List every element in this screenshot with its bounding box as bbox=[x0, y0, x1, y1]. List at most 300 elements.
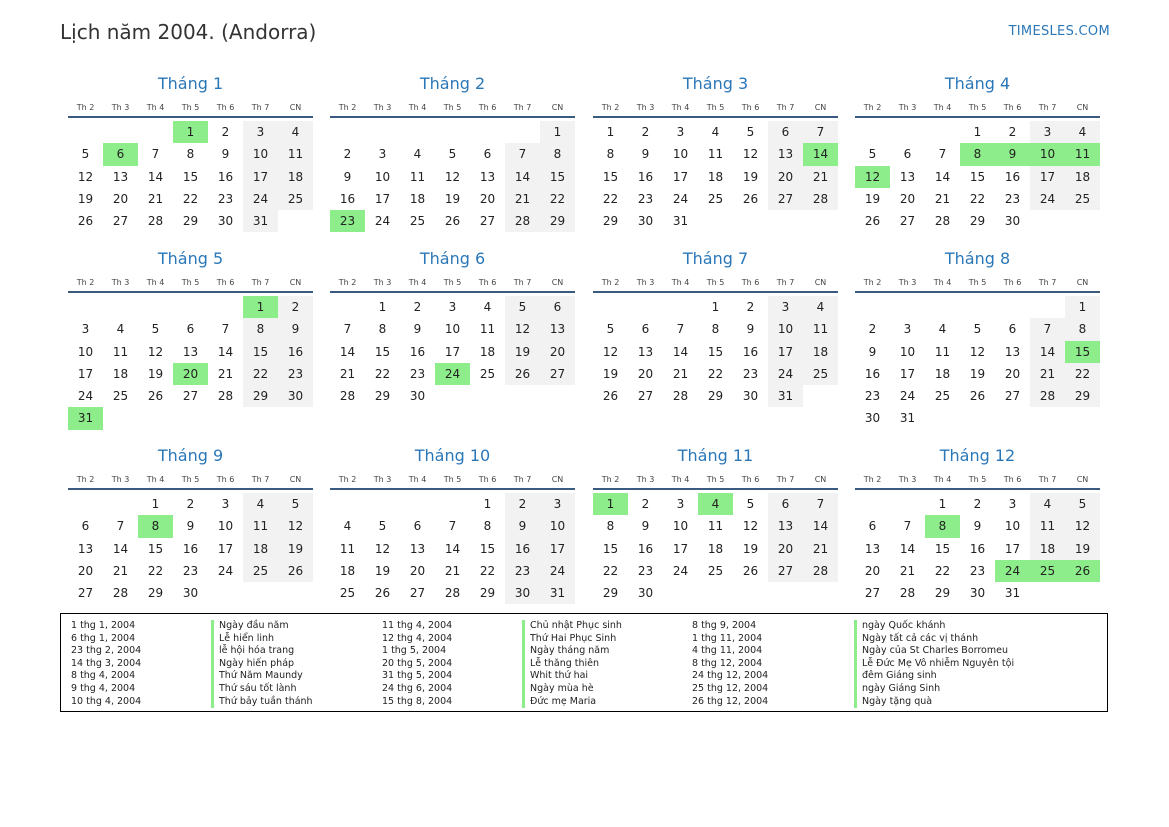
day-cell[interactable]: 3 bbox=[676, 125, 685, 139]
day-cell[interactable]: 13 bbox=[540, 318, 575, 340]
day-cell[interactable]: 24 bbox=[672, 191, 689, 206]
day-cell[interactable]: 4 bbox=[413, 147, 422, 162]
day-cell[interactable]: 3 bbox=[1008, 497, 1017, 511]
day-cell[interactable]: 23 bbox=[409, 366, 426, 381]
day-cell[interactable]: 30 bbox=[505, 582, 540, 604]
day-cell[interactable]: 15 bbox=[602, 169, 619, 184]
day-cell[interactable]: 22 bbox=[479, 563, 496, 578]
day-cell[interactable]: 18 bbox=[803, 341, 838, 363]
day-cell[interactable]: 8 bbox=[483, 519, 492, 534]
day-cell[interactable]: 17 bbox=[540, 538, 575, 560]
day-cell[interactable]: 18 bbox=[479, 344, 496, 359]
day-cell[interactable]: 26 bbox=[147, 389, 164, 404]
day-cell[interactable]: 7 bbox=[803, 493, 838, 515]
day-cell[interactable]: 27 bbox=[182, 389, 199, 404]
day-cell[interactable]: 16 bbox=[742, 344, 759, 359]
day-cell[interactable]: 15 bbox=[182, 169, 199, 184]
day-cell[interactable]: 10 bbox=[768, 318, 803, 340]
day-cell[interactable]: 13 bbox=[182, 344, 199, 359]
day-cell[interactable]: 24 bbox=[243, 188, 278, 210]
day-cell[interactable]: 27 bbox=[409, 586, 426, 601]
day-cell[interactable]: 6 bbox=[81, 519, 90, 534]
day-cell[interactable]: 14 bbox=[147, 169, 164, 184]
day-cell[interactable]: 3 bbox=[903, 322, 912, 337]
day-cell[interactable]: 24 bbox=[768, 363, 803, 385]
day-cell[interactable]: 5 bbox=[1065, 493, 1100, 515]
day-cell[interactable]: 26 bbox=[278, 560, 313, 582]
day-cell[interactable]: 14 bbox=[803, 143, 838, 165]
day-cell[interactable]: 1 bbox=[973, 125, 982, 139]
day-cell[interactable]: 15 bbox=[540, 166, 575, 188]
day-cell[interactable]: 16 bbox=[217, 169, 234, 184]
day-cell[interactable]: 21 bbox=[934, 191, 951, 206]
day-cell[interactable]: 2 bbox=[641, 125, 650, 139]
day-cell[interactable]: 18 bbox=[243, 538, 278, 560]
day-cell[interactable]: 29 bbox=[243, 385, 278, 407]
day-cell[interactable]: 22 bbox=[147, 563, 164, 578]
day-cell[interactable]: 25 bbox=[479, 366, 496, 381]
day-cell[interactable]: 9 bbox=[278, 318, 313, 340]
day-cell[interactable]: 18 bbox=[707, 541, 724, 556]
day-cell[interactable]: 11 bbox=[112, 344, 129, 359]
day-cell[interactable]: 18 bbox=[707, 169, 724, 184]
day-cell[interactable]: 6 bbox=[768, 493, 803, 515]
day-cell[interactable]: 1 bbox=[540, 121, 575, 143]
day-cell[interactable]: 5 bbox=[505, 296, 540, 318]
day-cell[interactable]: 15 bbox=[602, 541, 619, 556]
day-cell[interactable]: 31 bbox=[672, 214, 689, 229]
day-cell[interactable]: 2 bbox=[868, 322, 877, 337]
day-cell[interactable]: 28 bbox=[1030, 385, 1065, 407]
day-cell[interactable]: 13 bbox=[768, 515, 803, 537]
day-cell[interactable]: 13 bbox=[768, 143, 803, 165]
day-cell[interactable]: 26 bbox=[505, 363, 540, 385]
day-cell[interactable]: 24 bbox=[899, 389, 916, 404]
day-cell[interactable]: 20 bbox=[768, 166, 803, 188]
day-cell[interactable]: 26 bbox=[969, 389, 986, 404]
day-cell[interactable]: 25 bbox=[1065, 188, 1100, 210]
day-cell[interactable]: 18 bbox=[1030, 538, 1065, 560]
day-cell[interactable]: 10 bbox=[243, 143, 278, 165]
day-cell[interactable]: 15 bbox=[374, 344, 391, 359]
day-cell[interactable]: 22 bbox=[243, 363, 278, 385]
day-cell[interactable]: 23 bbox=[969, 563, 986, 578]
day-cell[interactable]: 9 bbox=[641, 519, 650, 534]
day-cell[interactable]: 22 bbox=[1065, 363, 1100, 385]
day-cell[interactable]: 24 bbox=[217, 563, 234, 578]
day-cell[interactable]: 12 bbox=[602, 344, 619, 359]
day-cell[interactable]: 27 bbox=[864, 586, 881, 601]
day-cell[interactable]: 20 bbox=[173, 363, 208, 385]
day-cell[interactable]: 23 bbox=[217, 191, 234, 206]
day-cell[interactable]: 27 bbox=[768, 188, 803, 210]
day-cell[interactable]: 17 bbox=[672, 541, 689, 556]
day-cell[interactable]: 31 bbox=[1004, 586, 1021, 601]
day-cell[interactable]: 2 bbox=[973, 497, 982, 511]
day-cell[interactable]: 22 bbox=[602, 191, 619, 206]
day-cell[interactable]: 19 bbox=[742, 169, 759, 184]
day-cell[interactable]: 9 bbox=[973, 519, 982, 534]
day-cell[interactable]: 3 bbox=[448, 300, 457, 314]
day-cell[interactable]: 17 bbox=[1030, 166, 1065, 188]
day-cell[interactable]: 30 bbox=[182, 586, 199, 601]
day-cell[interactable]: 24 bbox=[995, 560, 1030, 582]
day-cell[interactable]: 15 bbox=[934, 541, 951, 556]
day-cell[interactable]: 13 bbox=[479, 169, 496, 184]
day-cell[interactable]: 28 bbox=[444, 586, 461, 601]
day-cell[interactable]: 27 bbox=[112, 214, 129, 229]
day-cell[interactable]: 16 bbox=[637, 169, 654, 184]
day-cell[interactable]: 6 bbox=[868, 519, 877, 534]
day-cell[interactable]: 20 bbox=[77, 563, 94, 578]
day-cell[interactable]: 12 bbox=[444, 169, 461, 184]
day-cell[interactable]: 21 bbox=[672, 366, 689, 381]
day-cell[interactable]: 12 bbox=[742, 147, 759, 162]
day-cell[interactable]: 28 bbox=[934, 214, 951, 229]
day-cell[interactable]: 5 bbox=[151, 322, 160, 337]
day-cell[interactable]: 14 bbox=[217, 344, 234, 359]
day-cell[interactable]: 9 bbox=[641, 147, 650, 162]
day-cell[interactable]: 14 bbox=[1030, 341, 1065, 363]
day-cell[interactable]: 23 bbox=[637, 563, 654, 578]
day-cell[interactable]: 22 bbox=[934, 563, 951, 578]
day-cell[interactable]: 1 bbox=[378, 300, 387, 314]
day-cell[interactable]: 26 bbox=[1065, 560, 1100, 582]
day-cell[interactable]: 3 bbox=[768, 296, 803, 318]
day-cell[interactable]: 18 bbox=[278, 166, 313, 188]
day-cell[interactable]: 14 bbox=[112, 541, 129, 556]
day-cell[interactable]: 23 bbox=[742, 366, 759, 381]
day-cell[interactable]: 13 bbox=[112, 169, 129, 184]
day-cell[interactable]: 24 bbox=[435, 363, 470, 385]
day-cell[interactable]: 28 bbox=[147, 214, 164, 229]
day-cell[interactable]: 15 bbox=[479, 541, 496, 556]
day-cell[interactable]: 11 bbox=[803, 318, 838, 340]
day-cell[interactable]: 28 bbox=[112, 586, 129, 601]
day-cell[interactable]: 5 bbox=[448, 147, 457, 162]
day-cell[interactable]: 10 bbox=[899, 344, 916, 359]
day-cell[interactable]: 24 bbox=[540, 560, 575, 582]
day-cell[interactable]: 4 bbox=[1065, 121, 1100, 143]
day-cell[interactable]: 8 bbox=[960, 143, 995, 165]
day-cell[interactable]: 11 bbox=[243, 515, 278, 537]
day-cell[interactable]: 4 bbox=[116, 322, 125, 337]
day-cell[interactable]: 10 bbox=[374, 169, 391, 184]
day-cell[interactable]: 10 bbox=[217, 519, 234, 534]
day-cell[interactable]: 31 bbox=[68, 407, 103, 429]
day-cell[interactable]: 12 bbox=[77, 169, 94, 184]
day-cell[interactable]: 24 bbox=[672, 563, 689, 578]
day-cell[interactable]: 1 bbox=[606, 125, 615, 139]
day-cell[interactable]: 13 bbox=[864, 541, 881, 556]
day-cell[interactable]: 11 bbox=[409, 169, 426, 184]
day-cell[interactable]: 15 bbox=[243, 341, 278, 363]
day-cell[interactable]: 5 bbox=[378, 519, 387, 534]
day-cell[interactable]: 23 bbox=[182, 563, 199, 578]
day-cell[interactable]: 17 bbox=[899, 366, 916, 381]
day-cell[interactable]: 8 bbox=[243, 318, 278, 340]
day-cell[interactable]: 14 bbox=[444, 541, 461, 556]
day-cell[interactable]: 17 bbox=[243, 166, 278, 188]
day-cell[interactable]: 5 bbox=[746, 497, 755, 511]
day-cell[interactable]: 10 bbox=[1030, 143, 1065, 165]
day-cell[interactable]: 16 bbox=[339, 191, 356, 206]
day-cell[interactable]: 24 bbox=[1030, 188, 1065, 210]
day-cell[interactable]: 16 bbox=[637, 541, 654, 556]
day-cell[interactable]: 27 bbox=[1004, 389, 1021, 404]
day-cell[interactable]: 30 bbox=[217, 214, 234, 229]
day-cell[interactable]: 29 bbox=[374, 389, 391, 404]
day-cell[interactable]: 19 bbox=[505, 341, 540, 363]
day-cell[interactable]: 8 bbox=[186, 147, 195, 162]
day-cell[interactable]: 8 bbox=[606, 147, 615, 162]
day-cell[interactable]: 3 bbox=[378, 147, 387, 162]
day-cell[interactable]: 7 bbox=[903, 519, 912, 534]
day-cell[interactable]: 16 bbox=[1004, 169, 1021, 184]
day-cell[interactable]: 21 bbox=[112, 563, 129, 578]
day-cell[interactable]: 3 bbox=[1030, 121, 1065, 143]
day-cell[interactable]: 20 bbox=[540, 341, 575, 363]
day-cell[interactable]: 6 bbox=[103, 143, 138, 165]
day-cell[interactable]: 30 bbox=[409, 389, 426, 404]
day-cell[interactable]: 27 bbox=[637, 389, 654, 404]
day-cell[interactable]: 26 bbox=[864, 214, 881, 229]
day-cell[interactable]: 26 bbox=[77, 214, 94, 229]
day-cell[interactable]: 2 bbox=[343, 147, 352, 162]
day-cell[interactable]: 2 bbox=[1008, 125, 1017, 139]
day-cell[interactable]: 17 bbox=[768, 341, 803, 363]
day-cell[interactable]: 21 bbox=[803, 166, 838, 188]
day-cell[interactable]: 5 bbox=[278, 493, 313, 515]
day-cell[interactable]: 29 bbox=[602, 586, 619, 601]
day-cell[interactable]: 11 bbox=[707, 519, 724, 534]
day-cell[interactable]: 21 bbox=[147, 191, 164, 206]
day-cell[interactable]: 12 bbox=[1065, 515, 1100, 537]
day-cell[interactable]: 11 bbox=[479, 322, 496, 337]
day-cell[interactable]: 16 bbox=[505, 538, 540, 560]
day-cell[interactable]: 6 bbox=[1008, 322, 1017, 337]
day-cell[interactable]: 3 bbox=[540, 493, 575, 515]
day-cell[interactable]: 29 bbox=[1065, 385, 1100, 407]
day-cell[interactable]: 30 bbox=[864, 411, 881, 426]
day-cell[interactable]: 28 bbox=[803, 188, 838, 210]
brand-link[interactable]: TIMESLES.COM bbox=[1008, 24, 1110, 39]
day-cell[interactable]: 8 bbox=[378, 322, 387, 337]
day-cell[interactable]: 20 bbox=[409, 563, 426, 578]
day-cell[interactable]: 30 bbox=[637, 214, 654, 229]
day-cell[interactable]: 30 bbox=[742, 389, 759, 404]
day-cell[interactable]: 12 bbox=[742, 519, 759, 534]
day-cell[interactable]: 14 bbox=[803, 515, 838, 537]
day-cell[interactable]: 31 bbox=[899, 411, 916, 426]
day-cell[interactable]: 12 bbox=[147, 344, 164, 359]
day-cell[interactable]: 7 bbox=[505, 143, 540, 165]
day-cell[interactable]: 13 bbox=[409, 541, 426, 556]
day-cell[interactable]: 29 bbox=[147, 586, 164, 601]
day-cell[interactable]: 30 bbox=[278, 385, 313, 407]
day-cell[interactable]: 2 bbox=[746, 300, 755, 314]
day-cell[interactable]: 10 bbox=[1004, 519, 1021, 534]
day-cell[interactable]: 21 bbox=[444, 563, 461, 578]
day-cell[interactable]: 4 bbox=[343, 519, 352, 534]
day-cell[interactable]: 20 bbox=[1004, 366, 1021, 381]
day-cell[interactable]: 17 bbox=[672, 169, 689, 184]
day-cell[interactable]: 19 bbox=[374, 563, 391, 578]
day-cell[interactable]: 15 bbox=[1065, 341, 1100, 363]
day-cell[interactable]: 15 bbox=[969, 169, 986, 184]
day-cell[interactable]: 2 bbox=[221, 125, 230, 139]
day-cell[interactable]: 19 bbox=[1065, 538, 1100, 560]
day-cell[interactable]: 1 bbox=[593, 493, 628, 515]
day-cell[interactable]: 18 bbox=[409, 191, 426, 206]
day-cell[interactable]: 19 bbox=[602, 366, 619, 381]
day-cell[interactable]: 4 bbox=[278, 121, 313, 143]
day-cell[interactable]: 7 bbox=[1030, 318, 1065, 340]
day-cell[interactable]: 10 bbox=[77, 344, 94, 359]
day-cell[interactable]: 15 bbox=[707, 344, 724, 359]
day-cell[interactable]: 25 bbox=[278, 188, 313, 210]
day-cell[interactable]: 28 bbox=[505, 210, 540, 232]
day-cell[interactable]: 18 bbox=[339, 563, 356, 578]
day-cell[interactable]: 8 bbox=[1065, 318, 1100, 340]
day-cell[interactable]: 21 bbox=[803, 538, 838, 560]
day-cell[interactable]: 27 bbox=[768, 560, 803, 582]
day-cell[interactable]: 1 bbox=[173, 121, 208, 143]
day-cell[interactable]: 23 bbox=[1004, 191, 1021, 206]
day-cell[interactable]: 14 bbox=[934, 169, 951, 184]
day-cell[interactable]: 7 bbox=[116, 519, 125, 534]
day-cell[interactable]: 7 bbox=[221, 322, 230, 337]
day-cell[interactable]: 8 bbox=[138, 515, 173, 537]
day-cell[interactable]: 4 bbox=[938, 322, 947, 337]
day-cell[interactable]: 11 bbox=[707, 147, 724, 162]
day-cell[interactable]: 2 bbox=[641, 497, 650, 511]
day-cell[interactable]: 27 bbox=[899, 214, 916, 229]
day-cell[interactable]: 21 bbox=[217, 366, 234, 381]
day-cell[interactable]: 1 bbox=[483, 497, 492, 511]
day-cell[interactable]: 29 bbox=[182, 214, 199, 229]
day-cell[interactable]: 24 bbox=[374, 214, 391, 229]
day-cell[interactable]: 9 bbox=[868, 344, 877, 359]
day-cell[interactable]: 11 bbox=[1065, 143, 1100, 165]
day-cell[interactable]: 1 bbox=[938, 497, 947, 511]
day-cell[interactable]: 5 bbox=[973, 322, 982, 337]
day-cell[interactable]: 25 bbox=[112, 389, 129, 404]
day-cell[interactable]: 26 bbox=[742, 563, 759, 578]
day-cell[interactable]: 7 bbox=[676, 322, 685, 337]
day-cell[interactable]: 13 bbox=[77, 541, 94, 556]
day-cell[interactable]: 5 bbox=[868, 147, 877, 162]
day-cell[interactable]: 25 bbox=[1030, 560, 1065, 582]
day-cell[interactable]: 9 bbox=[413, 322, 422, 337]
day-cell[interactable]: 29 bbox=[969, 214, 986, 229]
day-cell[interactable]: 4 bbox=[243, 493, 278, 515]
day-cell[interactable]: 2 bbox=[186, 497, 195, 511]
day-cell[interactable]: 4 bbox=[803, 296, 838, 318]
day-cell[interactable]: 5 bbox=[606, 322, 615, 337]
day-cell[interactable]: 22 bbox=[540, 188, 575, 210]
day-cell[interactable]: 23 bbox=[330, 210, 365, 232]
day-cell[interactable]: 22 bbox=[374, 366, 391, 381]
day-cell[interactable]: 25 bbox=[339, 586, 356, 601]
day-cell[interactable]: 6 bbox=[540, 296, 575, 318]
day-cell[interactable]: 17 bbox=[77, 366, 94, 381]
day-cell[interactable]: 9 bbox=[995, 143, 1030, 165]
day-cell[interactable]: 17 bbox=[1004, 541, 1021, 556]
day-cell[interactable]: 19 bbox=[742, 541, 759, 556]
day-cell[interactable]: 23 bbox=[278, 363, 313, 385]
day-cell[interactable]: 20 bbox=[112, 191, 129, 206]
day-cell[interactable]: 28 bbox=[217, 389, 234, 404]
day-cell[interactable]: 29 bbox=[934, 586, 951, 601]
day-cell[interactable]: 27 bbox=[77, 586, 94, 601]
day-cell[interactable]: 19 bbox=[969, 366, 986, 381]
day-cell[interactable]: 24 bbox=[77, 389, 94, 404]
day-cell[interactable]: 21 bbox=[1030, 363, 1065, 385]
day-cell[interactable]: 28 bbox=[803, 560, 838, 582]
day-cell[interactable]: 10 bbox=[672, 147, 689, 162]
day-cell[interactable]: 19 bbox=[864, 191, 881, 206]
day-cell[interactable]: 9 bbox=[221, 147, 230, 162]
day-cell[interactable]: 20 bbox=[479, 191, 496, 206]
day-cell[interactable]: 1 bbox=[711, 300, 720, 314]
day-cell[interactable]: 6 bbox=[413, 519, 422, 534]
day-cell[interactable]: 11 bbox=[1030, 515, 1065, 537]
day-cell[interactable]: 26 bbox=[444, 214, 461, 229]
day-cell[interactable]: 6 bbox=[768, 121, 803, 143]
day-cell[interactable]: 16 bbox=[278, 341, 313, 363]
day-cell[interactable]: 26 bbox=[742, 191, 759, 206]
day-cell[interactable]: 10 bbox=[672, 519, 689, 534]
day-cell[interactable]: 27 bbox=[479, 214, 496, 229]
day-cell[interactable]: 17 bbox=[444, 344, 461, 359]
day-cell[interactable]: 9 bbox=[746, 322, 755, 337]
day-cell[interactable]: 28 bbox=[899, 586, 916, 601]
day-cell[interactable]: 3 bbox=[81, 322, 90, 337]
day-cell[interactable]: 5 bbox=[746, 125, 755, 139]
day-cell[interactable]: 23 bbox=[864, 389, 881, 404]
day-cell[interactable]: 12 bbox=[855, 166, 890, 188]
day-cell[interactable]: 29 bbox=[479, 586, 496, 601]
day-cell[interactable]: 9 bbox=[186, 519, 195, 534]
day-cell[interactable]: 25 bbox=[934, 389, 951, 404]
day-cell[interactable]: 12 bbox=[505, 318, 540, 340]
day-cell[interactable]: 4 bbox=[483, 300, 492, 314]
day-cell[interactable]: 17 bbox=[217, 541, 234, 556]
day-cell[interactable]: 20 bbox=[864, 563, 881, 578]
day-cell[interactable]: 8 bbox=[540, 143, 575, 165]
day-cell[interactable]: 3 bbox=[676, 497, 685, 511]
day-cell[interactable]: 20 bbox=[637, 366, 654, 381]
day-cell[interactable]: 14 bbox=[505, 166, 540, 188]
day-cell[interactable]: 25 bbox=[803, 363, 838, 385]
day-cell[interactable]: 22 bbox=[707, 366, 724, 381]
day-cell[interactable]: 28 bbox=[672, 389, 689, 404]
day-cell[interactable]: 21 bbox=[339, 366, 356, 381]
day-cell[interactable]: 19 bbox=[77, 191, 94, 206]
day-cell[interactable]: 6 bbox=[186, 322, 195, 337]
day-cell[interactable]: 31 bbox=[540, 582, 575, 604]
day-cell[interactable]: 16 bbox=[409, 344, 426, 359]
day-cell[interactable]: 11 bbox=[339, 541, 356, 556]
day-cell[interactable]: 7 bbox=[938, 147, 947, 162]
day-cell[interactable]: 1 bbox=[1065, 296, 1100, 318]
day-cell[interactable]: 20 bbox=[899, 191, 916, 206]
day-cell[interactable]: 14 bbox=[339, 344, 356, 359]
day-cell[interactable]: 30 bbox=[969, 586, 986, 601]
day-cell[interactable]: 21 bbox=[899, 563, 916, 578]
day-cell[interactable]: 9 bbox=[343, 169, 352, 184]
